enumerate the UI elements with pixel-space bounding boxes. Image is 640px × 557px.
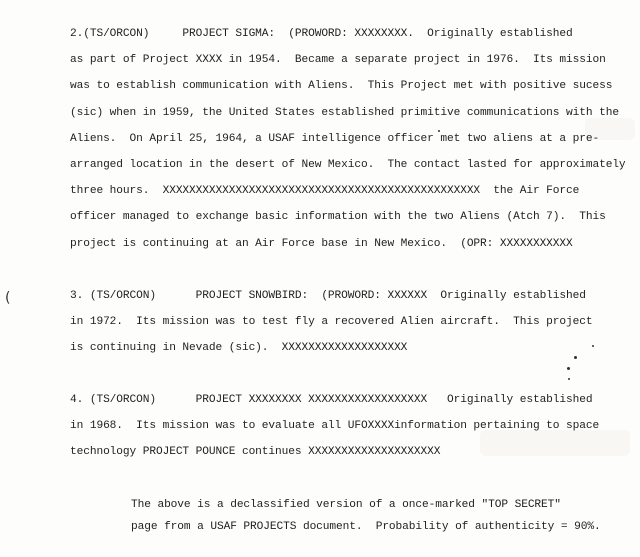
text-line: page from a USAF PROJECTS document. Probability of authenticity = 90%. bbox=[131, 521, 601, 533]
text-line: is continuing in Nevade (sic). XXXXXXXXXXXXXXXXXXX bbox=[70, 342, 408, 355]
text-line: three hours. XXXXXXXXXXXXXXXXXXXXXXXXXXXXXXXXXXXXXXXXXXXXXXXX the Air Force bbox=[70, 185, 580, 198]
text-line: Aliens. On April 25, 1964, a USAF intelligence officer met two aliens at a pre- bbox=[70, 132, 600, 145]
text-line: 4. (TS/ORCON) PROJECT XXXXXXXX XXXXXXXXXXXXXXXXXX Originally established bbox=[70, 394, 593, 406]
paragraph-project-4 bbox=[70, 387, 630, 466]
text-line: 3. (TS/ORCON) PROJECT SNOWBIRD: (PROWORD: XXXXXX Originally established bbox=[70, 290, 586, 302]
ink-speck bbox=[567, 367, 570, 370]
ink-speck bbox=[568, 378, 570, 380]
text-line: project is continuing at an Air Force base in New Mexico. (OPR: XXXXXXXXXXX bbox=[70, 237, 573, 250]
text-line: in 1968. Its mission was to evaluate all UFOXXXXinformation pertaining to space bbox=[70, 420, 600, 433]
paragraph-project-sigma bbox=[70, 21, 630, 257]
text-line: technology PROJECT POUNCE continues XXXXXXXXXXXXXXXXXXXX bbox=[70, 446, 441, 459]
text-line: in 1972. Its mission was to test fly a recovered Alien aircraft. This project bbox=[70, 316, 593, 329]
text-line: 2.(TS/ORCON) PROJECT SIGMA: (PROWORD: XXXXXXXX. Originally established bbox=[70, 28, 573, 40]
margin-mark: ( bbox=[5, 290, 11, 306]
text-line: was to establish communication with Aliens. This Project met with positive sucess bbox=[70, 80, 613, 93]
text-line: as part of Project XXXX in 1954. Became a separate project in 1976. Its mission bbox=[70, 54, 606, 67]
text-line: arranged location in the desert of New Mexico. The contact lasted for approximately bbox=[70, 159, 626, 172]
paragraph-project-snowbird bbox=[70, 283, 630, 362]
text-line: The above is a declassified version of a once-marked "TOP SECRET" bbox=[131, 499, 561, 511]
text-line: officer managed to exchange basic information with the two Aliens (Atch 7). This bbox=[70, 211, 606, 224]
declassification-note bbox=[131, 494, 611, 538]
text-line: (sic) when in 1959, the United States established primitive communications with the bbox=[70, 106, 619, 119]
